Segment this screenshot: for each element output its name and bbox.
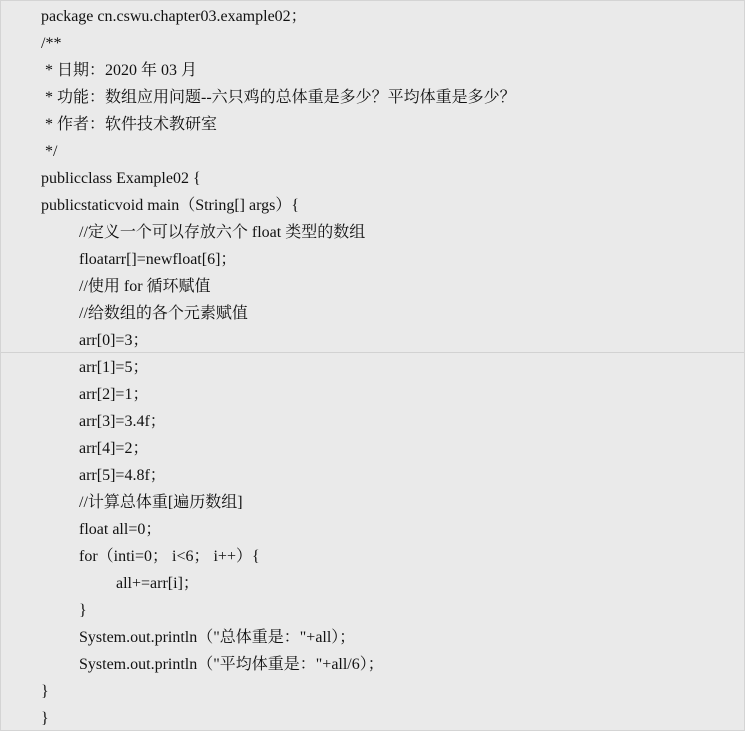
code-line-comment-function: * 功能：数组应用问题--六只鸡的总体重是多少？平均体重是多少？ (41, 89, 516, 106)
code-line-array-decl: floatarr[]=newfloat[6]； (79, 251, 237, 268)
code-line-for-loop: for（inti=0； i<6； i++）{ (79, 548, 260, 565)
code-line-assign-5: arr[5]=4.8f； (79, 467, 166, 484)
code-line-comment-loop: //使用 for 循环赋值 (79, 278, 211, 295)
code-line-assign-3: arr[3]=3.4f； (79, 413, 166, 430)
code-line-assign-4: arr[4]=2； (79, 440, 149, 457)
code-line-assign-1: arr[1]=5； (79, 359, 149, 376)
code-line-print-total: System.out.println（"总体重是："+all）； (79, 629, 356, 646)
code-line-class-decl: publicclass Example02 { (41, 170, 201, 187)
code-line-accumulate: all+=arr[i]； (116, 575, 199, 592)
code-line-main-close: } (41, 683, 49, 700)
code-line-comment-assign: //给数组的各个元素赋值 (79, 305, 248, 322)
code-line-comment-define: //定义一个可以存放六个 float 类型的数组 (79, 224, 366, 241)
code-line-all-decl: float all=0； (79, 521, 162, 538)
code-line-class-close: } (41, 710, 49, 727)
code-line-assign-0: arr[0]=3； (79, 332, 149, 349)
code-line-comment-close: */ (41, 143, 58, 160)
code-line-package: package cn.cswu.chapter03.example02； (41, 8, 307, 25)
code-line-comment-open: /** (41, 35, 62, 52)
code-line-comment-author: * 作者：软件技术教研室 (41, 116, 218, 133)
code-line-comment-date: * 日期：2020 年 03 月 (41, 62, 198, 79)
code-line-for-close: } (79, 602, 87, 619)
code-line-main-decl: publicstaticvoid main（String[] args）{ (41, 197, 300, 214)
code-line-assign-2: arr[2]=1； (79, 386, 149, 403)
code-line-comment-total: //计算总体重[遍历数组] (79, 494, 243, 511)
code-line-print-average: System.out.println（"平均体重是："+all/6）； (79, 656, 384, 673)
